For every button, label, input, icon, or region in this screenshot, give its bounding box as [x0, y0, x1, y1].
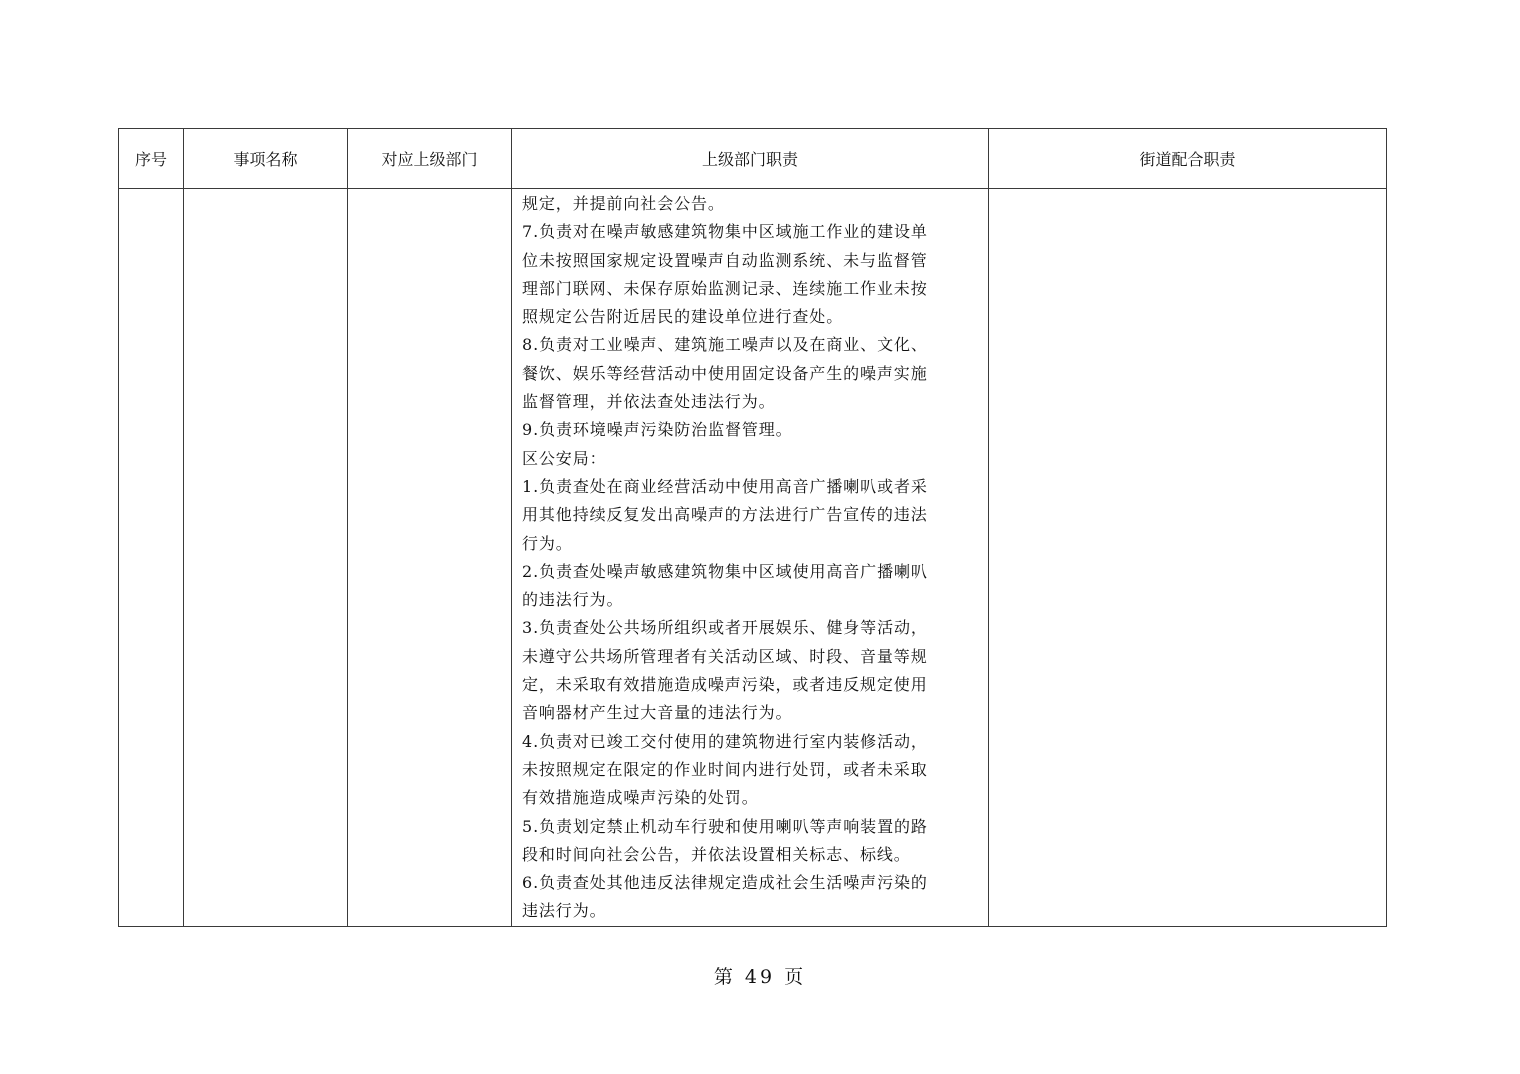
duty-line: 8.负责对工业噪声、建筑施工噪声以及在商业、文化、 [522, 335, 928, 355]
cell-superior-dept [348, 189, 512, 927]
duty-line: 未遵守公共场所管理者有关活动区域、时段、音量等规 [522, 646, 928, 666]
cell-item-name [184, 189, 348, 927]
duty-line: 2.负责查处噪声敏感建筑物集中区域使用高音广播喇叭 [522, 561, 928, 581]
duty-line: 位未按照国家规定设置噪声自动监测系统、未与监督管 [522, 250, 928, 270]
duty-line: 行为。 [522, 533, 573, 553]
duty-line: 餐饮、娱乐等经营活动中使用固定设备产生的噪声实施 [522, 363, 928, 383]
cell-index [119, 189, 184, 927]
duty-line: 5.负责划定禁止机动车行驶和使用喇叭等声响装置的路 [522, 816, 928, 836]
table-row [119, 189, 1387, 927]
page-number: 第 49 页 [713, 966, 807, 988]
duty-line: 定，未采取有效措施造成噪声污染，或者违反规定使用 [522, 675, 928, 695]
duty-line: 段和时间向社会公告，并依法设置相关标志、标线。 [522, 844, 911, 864]
duty-line: 音响器材产生过大音量的违法行为。 [522, 703, 793, 723]
header-item-name: 事项名称 [184, 129, 348, 189]
duty-line: 6.负责查处其他违反法律规定造成社会生活噪声污染的 [522, 873, 928, 893]
duty-line: 1.负责查处在商业经营活动中使用高音广播喇叭或者采 [522, 476, 928, 496]
header-superior-dept: 对应上级部门 [348, 129, 512, 189]
duty-line: 未按照规定在限定的作业时间内进行处罚，或者未采取 [522, 759, 928, 779]
duty-line: 监督管理，并依法查处违法行为。 [522, 392, 776, 412]
duty-line: 照规定公告附近居民的建设单位进行查处。 [522, 307, 844, 327]
duty-line: 3.负责查处公共场所组织或者开展娱乐、健身等活动， [522, 618, 928, 638]
duty-line: 规定，并提前向社会公告。 [522, 194, 725, 213]
duty-line: 7.负责对在噪声敏感建筑物集中区域施工作业的建设单 [522, 222, 928, 242]
duty-line: 用其他持续反复发出高噪声的方法进行广告宣传的违法 [522, 505, 928, 525]
duty-line: 4.负责对已竣工交付使用的建筑物进行室内装修活动， [522, 731, 928, 751]
duty-line: 区公安局： [522, 448, 607, 468]
duty-line: 9.负责环境噪声污染防治监督管理。 [522, 420, 793, 440]
header-index: 序号 [119, 129, 184, 189]
header-street-duties: 街道配合职责 [989, 129, 1387, 189]
superior-duties-text [512, 190, 988, 926]
duty-table [118, 128, 1387, 927]
table-header-row [119, 129, 1387, 189]
duty-line: 理部门联网、未保存原始监测记录、连续施工作业未按 [522, 278, 928, 298]
cell-superior-duties [512, 189, 989, 927]
duty-line: 有效措施造成噪声污染的处罚。 [522, 788, 759, 808]
duty-line: 的违法行为。 [522, 590, 624, 610]
duty-line: 违法行为。 [522, 901, 607, 921]
header-superior-duties: 上级部门职责 [512, 129, 989, 189]
cell-street-duties [989, 189, 1387, 927]
